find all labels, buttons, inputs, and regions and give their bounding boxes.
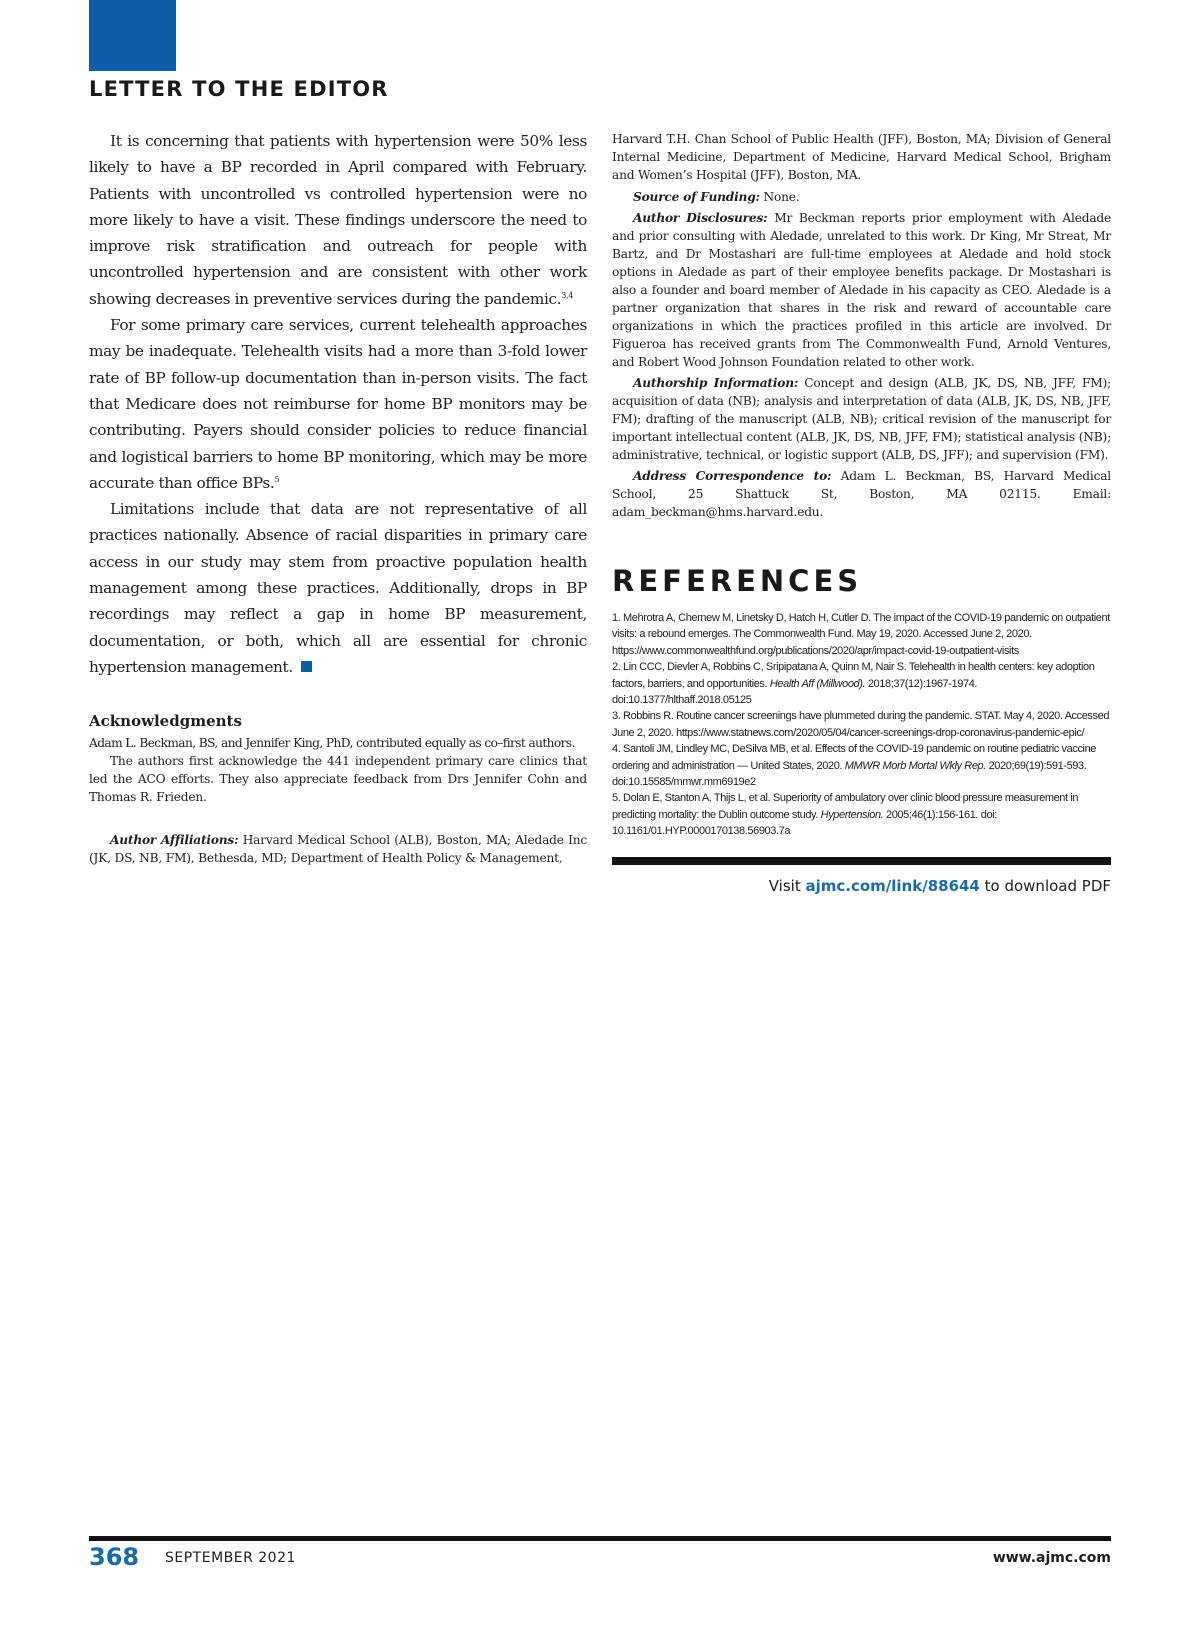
reference-journal: Health Aff (Millwood).	[769, 677, 866, 690]
affiliations-continued: Harvard T.H. Chan School of Public Health (JFF), Boston, MA; Division of General Internal Medicine, Department of Medicine, Harvard Medical School, Brigham and Women’s Hospital (JFF), Boston, MA.	[612, 132, 1111, 182]
reference-item	[612, 659, 1111, 708]
reference-journal: Hypertension.	[820, 808, 884, 821]
author-disclosures	[612, 209, 1111, 371]
funding-text: None.	[763, 190, 800, 204]
body-paragraph-1	[89, 128, 587, 312]
reference-item	[612, 610, 1111, 659]
references-heading: REFERENCES	[612, 564, 863, 598]
reference-text: 1. Mehrotra A, Chernew M, Linetsky D, Hatch H, Cutler D. The impact of the COVID-19 pandemic on outpatient visits: a rebound emerges. The Commonwealth Fund. May 19, 2020. Accessed June 2, 2020. https://www.commonwealthfund.org/publications/2020/apr/impact-covid-19-outpatient-visits	[612, 612, 1110, 657]
issue-date: SEPTEMBER 2021	[165, 1550, 296, 1566]
disclosures-text: Mr Beckman reports prior employment with Aledade and prior consulting with Aledade, unrelated to this work. Dr King, Mr Streat, Mr Bartz, and Dr Mostashari are full-time employees at Aledade and hold stock options in Aledade as part of their employee benefits package. Dr Mostashari is also a founder and board member of Aledade in his capacity as CEO. Aledade is a partner organization that shares in the risk and reward of accountable care organizations in which the practices profiled in this article are involved. Dr Figueroa has received grants from The Commonwealth Fund, Arnold Ventures, and Robert Wood Johnson Foundation related to other work.	[612, 211, 1111, 369]
download-pdf-link[interactable]: ajmc.com/link/88644	[805, 876, 980, 895]
author-affiliations	[89, 831, 587, 867]
download-suffix: to download PDF	[979, 876, 1111, 895]
acknowledgments-names: Adam L. Beckman, BS, and Jennifer King, PhD, contributed equally as co–first authors.	[89, 736, 575, 751]
affiliations-label: Author Affiliations:	[110, 833, 239, 848]
funding-label: Source of Funding:	[633, 190, 760, 204]
reference-text: 3. Robbins R. Routine cancer screenings have plummeted during the pandemic. STAT. May 4, 2020. Accessed June 2, 2020. https://www.statnews.com/2020/05/04/cancer-screenings-drop-coronavirus-pandemic-epic/	[612, 710, 1110, 739]
download-prefix: Visit	[768, 876, 806, 895]
website-url: www.ajmc.com	[992, 1550, 1111, 1566]
authorship-text: Concept and design (ALB, JK, DS, NB, JFF, FM); acquisition of data (NB); analysis and interpretation of data (ALB, JK, DS, NB, JFF, FM); drafting of the manuscript (ALB, NB); critical revision of the manuscript for important intellectual content (ALB, JK, DS, NB, JFF, FM); statistical analysis (NB); administrative, technical, or logistic support (ALB, DS, JFF); and supervision (FM).	[612, 376, 1111, 462]
acknowledgments-heading: Acknowledgments	[89, 712, 242, 731]
acknowledgments-text: The authors first acknowledge the 441 independent primary care clinics that led the ACO efforts. They also appreciate feedback from Drs Jennifer Cohn and Thomas R. Frieden.	[89, 754, 587, 805]
body-paragraph-3	[89, 496, 587, 680]
reference-text: 5. Dolan E, Stanton A, Thijs L, et al. Superiority of ambulatory over clinic blood pressure measurement in predicting mortality: the Dublin outcome study.	[612, 792, 1079, 821]
affiliations-text-part1: Harvard Medical School (ALB), Boston, MA; Aledade Inc (JK, DS, NB, FM), Bethesda, MD; Department of Health Policy & Management,	[89, 833, 587, 866]
end-of-article-square-icon	[301, 661, 312, 672]
reference-citation: 2005;46(1):156-161. doi: 10.1161/01.HYP.0000170138.56903.7a	[612, 808, 997, 838]
correspondence-label: Address Correspondence to:	[633, 469, 832, 483]
address-correspondence	[612, 467, 1111, 521]
body-paragraph-3-text: Limitations include that data are not representative of all practices nationally. Absence of racial disparities in primary care access in our study may stem from proactive population health management among these practices. Additionally, drops in BP recordings may reflect a gap in home BP measurement, documentation, or both, which all are essential for chronic hypertension management.	[89, 500, 587, 676]
section-color-block	[89, 0, 176, 71]
right-column	[612, 130, 1111, 895]
page-number: 368	[89, 1543, 140, 1571]
disclosures-label: Author Disclosures:	[633, 211, 768, 225]
authorship-information	[612, 374, 1111, 464]
authorship-label: Authorship Information:	[633, 376, 799, 390]
body-paragraph-2-text: For some primary care services, current telehealth approaches may be inadequate. Telehealth visits had a more than 3-fold lower rate of BP follow-up documentation than in-person visits. The fact that Medicare does not reimburse for home BP monitors may be contributing. Payers should consider policies to reduce financial and logistical barriers to home BP monitoring, which may be more accurate than office BPs.	[89, 316, 587, 492]
reference-citation: 2018;37(12):1967-1974. doi:10.1377/hlthaff.2018.05125	[612, 677, 978, 707]
citation-superscript: 3,4	[561, 290, 573, 300]
source-of-funding	[612, 188, 1111, 206]
footer-divider	[89, 1536, 1111, 1541]
references-divider	[612, 857, 1111, 865]
reference-item	[612, 741, 1111, 790]
reference-item	[612, 790, 1111, 839]
reference-item	[612, 708, 1111, 741]
reference-text: 4. Santoli JM, Lindley MC, DeSilva MB, et al. Effects of the COVID-19 pandemic on routine pediatric vaccine ordering and administration — United States, 2020.	[612, 743, 1097, 772]
reference-text: 2. Lin CCC, Dievler A, Robbins C, Sripipatana A, Quinn M, Nair S. Telehealth in health centers: key adoption factors, barriers, and opportunities.	[612, 661, 1095, 690]
body-paragraph-2	[89, 312, 587, 496]
correspondence-text: Adam L. Beckman, BS, Harvard Medical School, 25 Shattuck St, Boston, MA 02115. Email: adam_beckman@hms.harvard.edu.	[612, 469, 1111, 519]
citation-superscript: 5	[274, 474, 280, 484]
body-paragraph-1-text: It is concerning that patients with hypertension were 50% less likely to have a BP recorded in April compared with February. Patients with uncontrolled vs controlled hypertension were no more likely to have a visit. These findings underscore the need to improve risk stratification and outreach for people with uncontrolled hypertension and are consistent with other work showing decreases in preventive services during the pandemic.	[89, 132, 587, 308]
reference-citation: 2020;69(19):591-593. doi:10.15585/mmwr.mm6919e2	[612, 759, 1087, 789]
download-pdf-line	[612, 877, 1111, 895]
section-label: LETTER TO THE EDITOR	[89, 77, 389, 101]
left-column	[89, 128, 587, 867]
reference-journal: MMWR Morb Mortal Wkly Rep.	[844, 759, 986, 772]
